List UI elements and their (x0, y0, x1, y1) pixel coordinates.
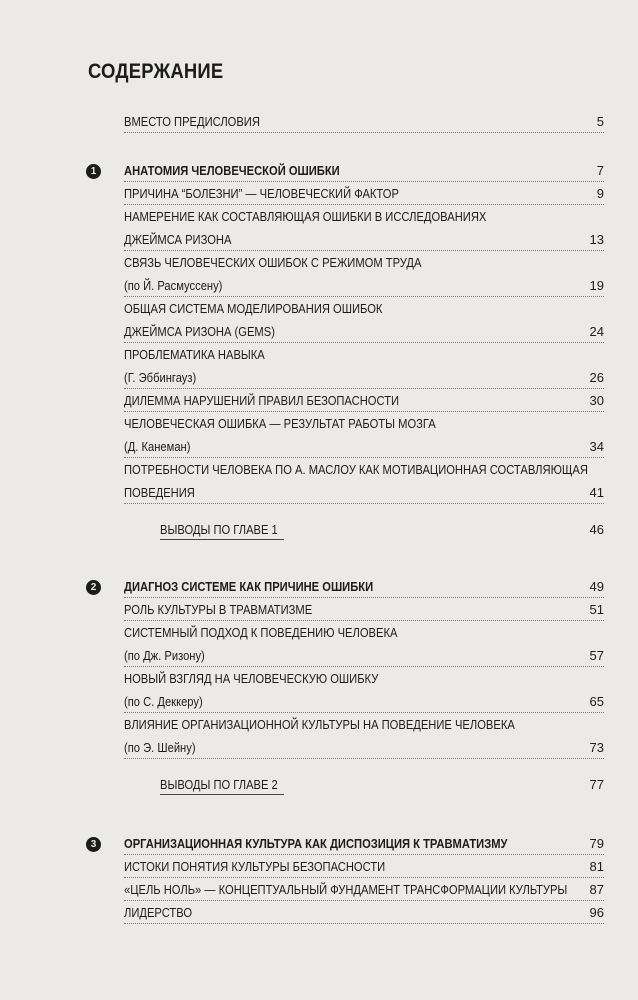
chapter-summary-1[interactable] (160, 520, 604, 540)
toc-entry[interactable] (124, 230, 604, 251)
summary-underline (160, 539, 284, 540)
toc-entry[interactable] (124, 880, 604, 901)
toc-entry-page: 41 (589, 485, 604, 500)
toc-entry-label: (по Дж. Ризону) (124, 648, 205, 663)
toc-entry-label: ДЖЕЙМСА РИЗОНА (124, 232, 232, 247)
toc-entry[interactable] (124, 345, 604, 365)
toc-entry[interactable] (124, 857, 604, 878)
summary-label: ВЫВОДЫ ПО ГЛАВЕ 1 (160, 522, 278, 537)
toc-entry-label: НАМЕРЕНИЕ КАК СОСТАВЛЯЮЩАЯ ОШИБКИ В ИССЛЕДОВАНИЯХ (124, 209, 487, 224)
toc-chapter-2[interactable] (124, 577, 604, 598)
toc-entry-page: 73 (589, 740, 604, 755)
chapter-page: 49 (589, 579, 604, 594)
toc-chapter-1[interactable] (124, 161, 604, 182)
toc-entry[interactable] (124, 738, 604, 759)
chapter-number-badge: 3 (86, 837, 101, 852)
toc-entry-page: 9 (596, 186, 604, 201)
toc-entry[interactable] (124, 414, 604, 434)
toc-entry-label: ОБЩАЯ СИСТЕМА МОДЕЛИРОВАНИЯ ОШИБОК (124, 301, 383, 316)
toc-entry-label: (Г. Эббингауз) (124, 370, 197, 385)
summary-underline (160, 794, 284, 795)
toc-entry-page: 13 (589, 232, 604, 247)
toc-entry-label: (Д. Канеман) (124, 439, 191, 454)
toc-entry-page: 57 (589, 648, 604, 663)
toc-entry-label: (по Э. Шейну) (124, 740, 196, 755)
chapter-summary-2[interactable] (160, 775, 604, 795)
chapter-page: 7 (596, 163, 604, 178)
toc-entry-page: 5 (596, 114, 604, 129)
toc-entry-page: 30 (589, 393, 604, 408)
page-title: СОДЕРЖАНИЕ (88, 60, 224, 83)
toc-entry-label: РОЛЬ КУЛЬТУРЫ В ТРАВМАТИЗМЕ (124, 602, 313, 617)
chapter-number-badge: 2 (86, 580, 101, 595)
toc-entry[interactable] (124, 715, 604, 735)
toc-entry-label: ЛИДЕРСТВО (124, 905, 193, 920)
toc-entry[interactable] (124, 623, 604, 643)
toc-chapter-3[interactable] (124, 834, 604, 855)
toc-entry-label: НОВЫЙ ВЗГЛЯД НА ЧЕЛОВЕЧЕСКУЮ ОШИБКУ (124, 671, 379, 686)
toc-entry[interactable] (124, 646, 604, 667)
toc-entry[interactable] (124, 299, 604, 319)
toc-entry-label: ПОВЕДЕНИЯ (124, 485, 195, 500)
toc-entry-page: 51 (589, 602, 604, 617)
toc-entry[interactable] (124, 276, 604, 297)
toc-entry[interactable] (124, 437, 604, 458)
toc-entry-label: ПРОБЛЕМАТИКА НАВЫКА (124, 347, 265, 362)
toc-entry-label: ДЖЕЙМСА РИЗОНА (GEMS) (124, 324, 275, 339)
toc-entry[interactable] (124, 460, 604, 480)
toc-entry-page: 81 (589, 859, 604, 874)
toc-entry-label: ПРИЧИНА “БОЛЕЗНИ” — ЧЕЛОВЕЧЕСКИЙ ФАКТОР (124, 186, 399, 201)
toc-entry[interactable] (124, 903, 604, 924)
toc-entry[interactable] (124, 184, 604, 205)
toc-entry-label: ПОТРЕБНОСТИ ЧЕЛОВЕКА ПО А. МАСЛОУ КАК МОТИВАЦИОННАЯ СОСТАВЛЯЮЩАЯ (124, 462, 588, 477)
toc-entry-label: ВМЕСТО ПРЕДИСЛОВИЯ (124, 114, 260, 129)
toc-entry-page: 65 (589, 694, 604, 709)
toc-entry-page: 24 (589, 324, 604, 339)
toc-entry-label: ИСТОКИ ПОНЯТИЯ КУЛЬТУРЫ БЕЗОПАСНОСТИ (124, 859, 386, 874)
toc-entry[interactable] (124, 391, 604, 412)
toc-entry-label: (по Й. Расмуссену) (124, 278, 223, 293)
summary-page: 46 (589, 522, 604, 537)
chapter-title: ОРГАНИЗАЦИОННАЯ КУЛЬТУРА КАК ДИСПОЗИЦИЯ К ТРАВМАТИЗМУ (124, 836, 508, 851)
toc-entry-page: 34 (589, 439, 604, 454)
toc-entry-label: ВЛИЯНИЕ ОРГАНИЗАЦИОННОЙ КУЛЬТУРЫ НА ПОВЕДЕНИЕ ЧЕЛОВЕКА (124, 717, 515, 732)
chapter-title: ДИАГНОЗ СИСТЕМЕ КАК ПРИЧИНЕ ОШИБКИ (124, 579, 374, 594)
toc-entry[interactable] (124, 692, 604, 713)
summary-label: ВЫВОДЫ ПО ГЛАВЕ 2 (160, 777, 278, 792)
toc-entry-intro[interactable] (124, 112, 604, 133)
toc-entry[interactable] (124, 669, 604, 689)
summary-page: 77 (589, 777, 604, 792)
toc-entry-label: ДИЛЕММА НАРУШЕНИЙ ПРАВИЛ БЕЗОПАСНОСТИ (124, 393, 400, 408)
toc-entry[interactable] (124, 368, 604, 389)
toc-entry-label: (по С. Деккеру) (124, 694, 203, 709)
toc-entry-page: 96 (589, 905, 604, 920)
toc-entry[interactable] (124, 207, 604, 227)
toc-entry-page: 87 (589, 882, 604, 897)
toc-entry[interactable] (124, 322, 604, 343)
toc-entry-label: «ЦЕЛЬ НОЛЬ» — КОНЦЕПТУАЛЬНЫЙ ФУНДАМЕНТ ТРАНСФОРМАЦИИ КУЛЬТУРЫ (124, 882, 568, 897)
toc-entry-page: 19 (589, 278, 604, 293)
chapter-title: АНАТОМИЯ ЧЕЛОВЕЧЕСКОЙ ОШИБКИ (124, 163, 340, 178)
toc-entry-label: ЧЕЛОВЕЧЕСКАЯ ОШИБКА — РЕЗУЛЬТАТ РАБОТЫ МОЗГА (124, 416, 436, 431)
toc-entry[interactable] (124, 483, 604, 504)
toc-entry[interactable] (124, 253, 604, 273)
toc-entry-label: СИСТЕМНЫЙ ПОДХОД К ПОВЕДЕНИЮ ЧЕЛОВЕКА (124, 625, 398, 640)
chapter-page: 79 (589, 836, 604, 851)
toc-entry-label: СВЯЗЬ ЧЕЛОВЕЧЕСКИХ ОШИБОК С РЕЖИМОМ ТРУДА (124, 255, 422, 270)
toc-entry[interactable] (124, 600, 604, 621)
toc-entry-page: 26 (589, 370, 604, 385)
chapter-number-badge: 1 (86, 164, 101, 179)
